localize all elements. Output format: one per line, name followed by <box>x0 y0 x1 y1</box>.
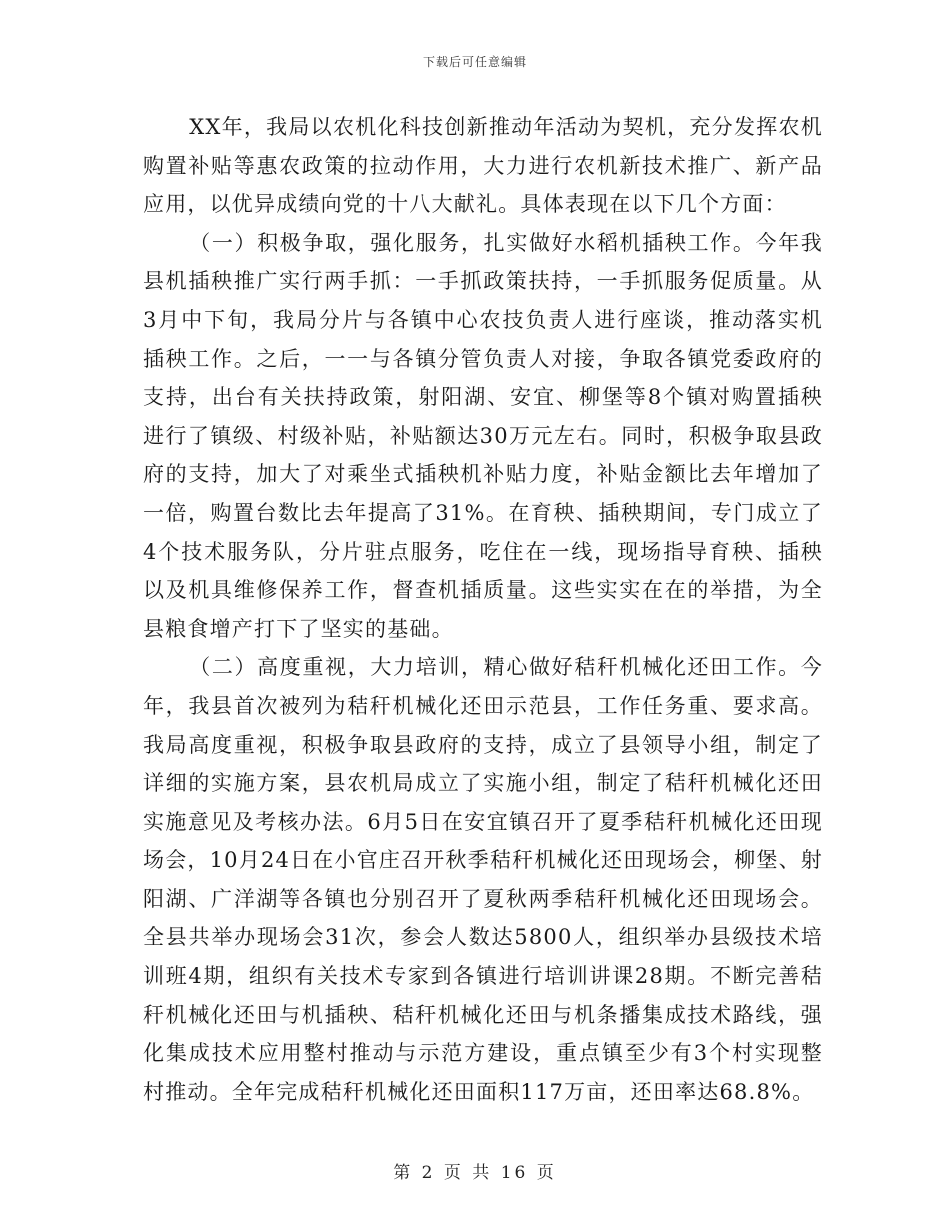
paragraph-straw-return: （二）高度重视，大力培训，精心做好秸秆机械化还田工作。今年，我县首次被列为秸秆机械化还田示范县，工作任务重、要求高。我局高度重视，积极争取县政府的支持，成立了县领导小组，制定了详细的实施方案，县农机局成立了实施小组，制定了秸秆机械化还田实施意见及考核办法。6月5日在安宜镇召开了夏季秸秆机械化还田现场会，10月24日在小官庄召开秋季秸秆机械化还田现场会，柳堡、射阳湖、广洋湖等各镇也分别召开了夏秋两季秸秆机械化还田现场会。全县共举办现场会31次，参会人数达5800人，组织举办县级技术培训班4期，组织有关技术专家到各镇进行培训讲课28期。不断完善秸秆机械化还田与机插秧、秸秆机械化还田与机条播集成技术路线，强化集成技术应用整村推动与示范方建设，重点镇至少有3个村实现整村推动。全年完成秸秆机械化还田面积117万亩，还田率达68.8%。 <box>143 655 823 1104</box>
document-body <box>143 108 823 1111</box>
paragraph-rice-transplanting: （一）积极争取，强化服务，扎实做好水稻机插秧工作。今年我县机插秧推广实行两手抓：一手抓政策扶持，一手抓服务促质量。从3月中下旬，我局分片与各镇中心农技负责人进行座谈，推动落实机插秧工作。之后，一一与各镇分管负责人对接，争取各镇党委政府的支持，出台有关扶持政策，射阳湖、安宜、柳堡等8个镇对购置插秧进行了镇级、村级补贴，补贴额达30万元左右。同时，积极争取县政府的支持，加大了对乘坐式插秧机补贴力度，补贴金额比去年增加了一倍，购置台数比去年提高了31%。在育秧、插秧期间，专门成立了4个技术服务队，分片驻点服务，吃住在一线，现场指导育秧、插秧以及机具维修保养工作，督查机插质量。这些实实在在的举措，为全县粮食增产打下了坚实的基础。 <box>143 230 823 641</box>
page-number-footer: 第 2 页 共 16 页 <box>393 1163 557 1183</box>
page-header: 下载后可任意编辑 <box>422 55 527 69</box>
paragraph-intro: XX年，我局以农机化科技创新推动年活动为契机，充分发挥农机购置补贴等惠农政策的拉动作用，大力进行农机新技术推广、新产品应用，以优异成绩向党的十八大献礼。具体表现在以下几个方面： <box>143 115 823 217</box>
